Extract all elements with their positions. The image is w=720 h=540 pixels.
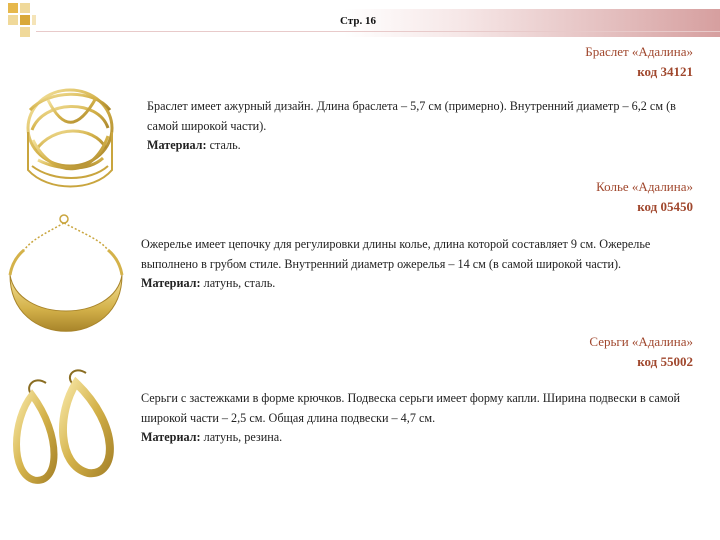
necklace-material-value: латунь, сталь. <box>200 276 276 290</box>
bracelet-title: Браслет «Адалина» <box>585 44 693 59</box>
header-divider <box>36 31 720 32</box>
page-number: Стр. 16 <box>340 15 376 27</box>
necklace-code: код 05450 <box>637 199 693 214</box>
necklace-description-text: Ожерелье имеет цепочку для регулировки длины колье, длина которой составляет 9 см. Ожерелье выполнено в грубом стиле. Внутренний диаметр ожерелья – 14 см (в самой широкой части). <box>141 237 651 271</box>
necklace-title: Колье «Адалина» <box>596 179 693 194</box>
bracelet-material-value: сталь. <box>206 138 241 152</box>
necklace-material-label: Материал: <box>141 276 201 290</box>
earrings-code: код 55002 <box>637 354 693 369</box>
bracelet-code: код 34121 <box>637 64 693 79</box>
gold-necklace-icon <box>2 205 130 350</box>
earrings-title: Серьги «Адалина» <box>589 334 693 349</box>
earrings-description <box>141 389 696 448</box>
earrings-description-text: Серьги с застежками в форме крючков. Подвеска серьги имеет форму капли. Ширина подвески в самой широкой части – 2,5 см. Общая длина подвески – 4,7 см. <box>141 391 681 425</box>
earrings-material-label: Материал: <box>141 430 201 444</box>
bracelet-title-block <box>585 42 693 82</box>
bracelet-description <box>147 97 687 156</box>
earrings-material-value: латунь, резина. <box>200 430 283 444</box>
bracelet-material-label: Материал: <box>147 138 207 152</box>
necklace-description <box>141 235 696 294</box>
gold-bracelet-icon <box>8 70 128 195</box>
bracelet-description-text: Браслет имеет ажурный дизайн. Длина браслета – 5,7 см (примерно). Внутренний диаметр – 6,2 см (в самой широкой части). <box>147 99 676 133</box>
necklace-title-block <box>596 177 693 217</box>
gold-earrings-icon <box>2 365 132 495</box>
header-bar <box>36 9 720 37</box>
earrings-title-block <box>589 332 693 372</box>
